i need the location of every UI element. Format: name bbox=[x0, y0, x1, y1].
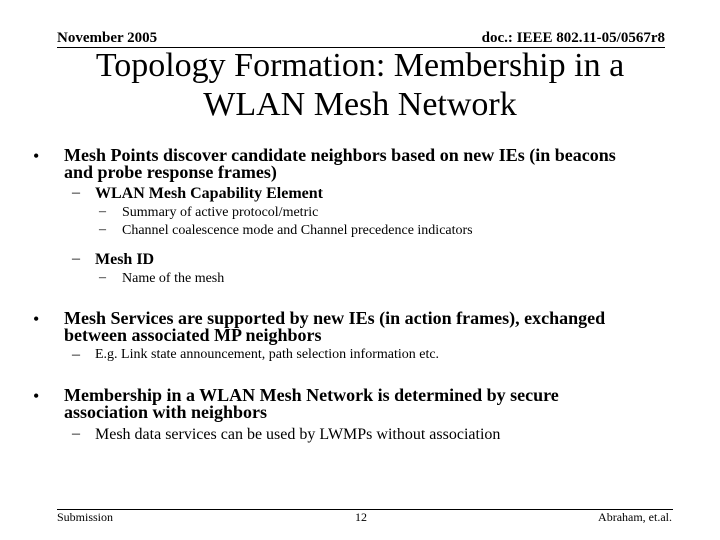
bullet-1-line-2: and probe response frames) bbox=[64, 162, 277, 182]
bullet-marker: • bbox=[33, 309, 40, 329]
bullet-1-line-1: Mesh Points discover candidate neighbors based on new IEs (in beacons bbox=[64, 145, 616, 165]
bullet-3-line-2: association with neighbors bbox=[64, 402, 268, 422]
sub-sub-bullet-protocol-metric: Summary of active protocol/metric bbox=[122, 205, 319, 220]
sub-bullet-mesh-id: Mesh ID bbox=[95, 251, 155, 268]
slide-title-line-2: WLAN Mesh Network bbox=[203, 86, 517, 123]
sub-bullet-capability-element: WLAN Mesh Capability Element bbox=[95, 185, 323, 202]
header-doc-id: doc.: IEEE 802.11-05/0567r8 bbox=[481, 30, 665, 46]
sub-sub-bullet-coalescence: Channel coalescence mode and Channel precedence indicators bbox=[122, 223, 473, 238]
bullet-marker: • bbox=[33, 386, 40, 406]
sub-bullet-marker: – bbox=[72, 346, 80, 363]
bullet-2-line-1: Mesh Services are supported by new IEs (in action frames), exchanged bbox=[64, 308, 606, 328]
sub-sub-bullet-name-of-mesh: Name of the mesh bbox=[122, 271, 225, 286]
footer-author: Abraham, et.al. bbox=[598, 510, 672, 524]
slide-title-line-1: Topology Formation: Membership in a bbox=[95, 47, 625, 84]
bullet-2-line-2: between associated MP neighbors bbox=[64, 325, 322, 345]
bullet-3-line-1: Membership in a WLAN Mesh Network is determined by secure bbox=[64, 385, 559, 405]
sub-sub-bullet-marker: – bbox=[99, 270, 106, 285]
sub-bullet-link-state: E.g. Link state announcement, path selection information etc. bbox=[95, 347, 440, 362]
sub-bullet-lwmp: Mesh data services can be used by LWMPs without association bbox=[95, 426, 501, 443]
footer-page-number: 12 bbox=[355, 510, 367, 524]
footer-submission: Submission bbox=[57, 510, 114, 524]
sub-sub-bullet-marker: – bbox=[99, 204, 106, 219]
sub-bullet-marker: – bbox=[72, 184, 80, 201]
sub-bullet-marker: – bbox=[72, 250, 80, 267]
sub-bullet-marker: – bbox=[72, 425, 80, 442]
header-date: November 2005 bbox=[57, 30, 158, 46]
sub-sub-bullet-marker: – bbox=[99, 222, 106, 237]
bullet-marker: • bbox=[33, 146, 40, 166]
slide-title bbox=[30, 46, 690, 124]
